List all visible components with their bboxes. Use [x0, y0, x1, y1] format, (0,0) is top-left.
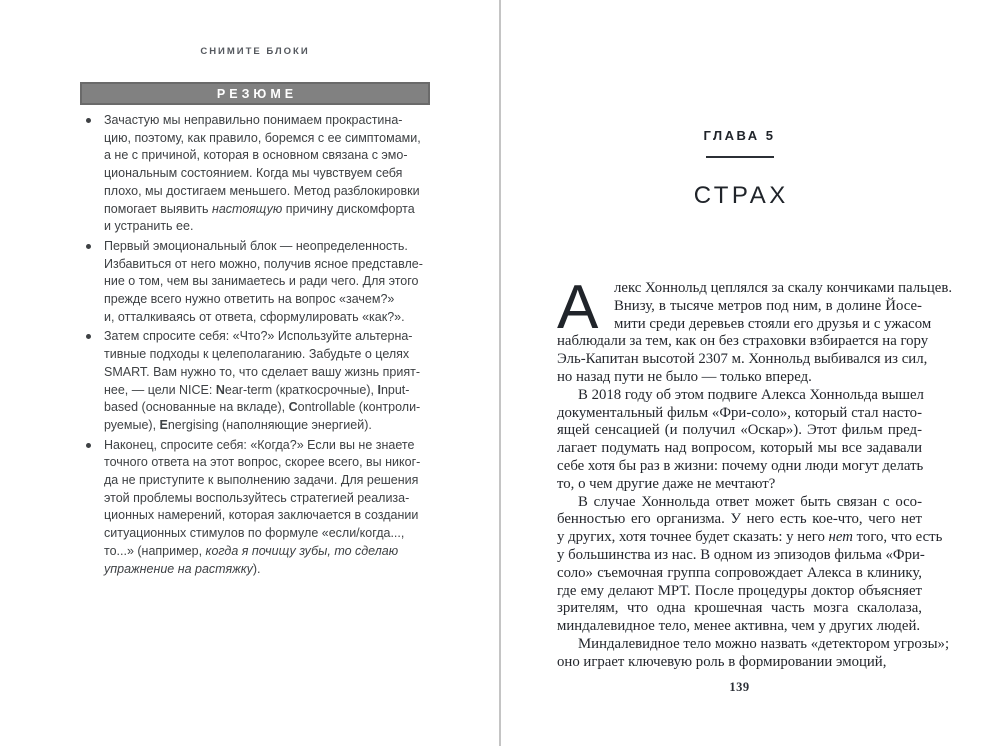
summary-item — [80, 238, 432, 327]
text-segment: based (основанные на вкладе), — [104, 400, 289, 415]
text-line: но назад пути не было — только вперед. — [557, 368, 812, 385]
text-line: ящей сенсацией (и получил «Оскар»). Этот фильм пред- — [557, 422, 922, 439]
text-line: мити среди деревьев стояли его друзья и с ужасом — [614, 315, 932, 332]
text-line: плохо, мы достигаем меньшего. Метод разблокировки — [104, 183, 420, 198]
text-segment: когда я почищу зубы, то сделаю — [205, 543, 399, 558]
text-segment: помогает выявить — [104, 201, 212, 216]
text-line: где ему делают МРТ. После процедуры доктор объясняет — [557, 582, 922, 599]
text-line: Избавиться от него можно, получив ясное представле- — [104, 256, 423, 271]
bullet-marker-icon — [86, 118, 91, 123]
summary-banner-label: РЕЗЮМЕ — [216, 86, 298, 101]
text-segment: причину дискомфорта — [282, 201, 415, 216]
text-line — [104, 417, 432, 435]
text-segment: nput- — [380, 382, 410, 397]
text-segment: у других, хотя точнее будет сказать: у него — [557, 529, 829, 546]
chapter-body — [557, 273, 953, 672]
text-line: лагает подумать над вопросом, который мы все задавали — [557, 440, 922, 457]
text-segment: E — [159, 417, 168, 432]
drop-cap: А — [557, 273, 599, 342]
body-paragraph — [557, 493, 943, 636]
text-segment: ). — [252, 561, 261, 576]
text-line: миндалевидное тело, менее активна, чем у других людей. — [557, 618, 921, 635]
bullet-marker-icon — [86, 334, 91, 339]
text-line: ние о том, чем вы занимаетесь и ради чего. Для этого — [104, 274, 419, 289]
page-number: 139 — [729, 680, 750, 694]
text-line: Эль-Капитан высотой 2307 м. Хоннольд выбивался из сил, — [557, 351, 928, 368]
body-paragraph — [557, 387, 922, 494]
summary-item-text — [104, 328, 432, 434]
text-line: Внизу, в тысяче метров под ним, в долине Йосе- — [614, 297, 922, 314]
text-line: Зачастую мы неправильно понимаем прокрастина- — [104, 113, 403, 127]
bullet-marker-icon — [86, 443, 91, 448]
text-segment: ear-term (краткосрочные), — [224, 382, 378, 397]
text-line: SMART. Вам нужно то, что сделает вашу жизнь прият- — [104, 364, 421, 379]
text-line — [104, 543, 432, 561]
text-segment: nergising (наполняющие энергией). — [167, 417, 372, 432]
text-line: точного ответа на этот вопрос, скорее всего, вы никог- — [104, 455, 421, 470]
text-line: тивные подходы к целеполаганию. Забудьте о целях — [104, 347, 410, 362]
summary-item-text — [104, 238, 432, 327]
text-line: и, отталкиваясь от ответа, сформулировать «как?». — [104, 309, 405, 324]
text-segment: руемые), — [104, 417, 160, 432]
text-line: бенностью его организма. У него есть кое-что, чего нет — [557, 511, 922, 528]
text-segment: того, что есть — [852, 529, 943, 546]
text-segment: нее, — цели NICE: — [104, 382, 216, 397]
text-line: ситуационных стимулов по формуле «если/когда..., — [104, 526, 405, 541]
chapter-rule — [706, 156, 774, 158]
text-line: Затем спросите себя: «Что?» Используйте альтерна- — [104, 329, 413, 344]
text-segment: то...» (например, — [104, 543, 206, 558]
text-line: себе хотя бы раз в жизни: почему одни люди могут делать — [557, 457, 924, 474]
text-line: у большинства из нас. В одном из эпизодов фильма «Фри- — [557, 546, 925, 563]
summary-item — [80, 328, 432, 434]
text-line — [557, 529, 943, 547]
summary-list — [80, 112, 432, 580]
text-line: цию, поэтому, как правило, боремся с ее симптомами, — [104, 130, 421, 145]
text-line: зрителям, что одна крошечная часть мозга скалолаза, — [557, 600, 922, 617]
text-line: ционных намерений, которая заключается в создании — [104, 508, 419, 523]
text-line — [104, 201, 432, 219]
text-line: Наконец, спросите себя: «Когда?» Если вы не знаете — [104, 437, 415, 452]
text-segment: нет — [828, 529, 853, 546]
text-segment: C — [288, 400, 298, 415]
body-paragraph — [557, 635, 950, 672]
right-page — [500, 0, 1000, 746]
summary-item-text — [104, 437, 432, 579]
text-line: наблюдали за тем, как он без страховки взбирается на гору — [557, 333, 929, 350]
body-paragraph — [557, 273, 953, 387]
text-line: циональным состоянием. Когда мы чувствуем себя — [104, 166, 403, 181]
text-line: Миндалевидное тело можно назвать «детектором угрозы»; — [578, 635, 950, 652]
text-line: а не с причиной, которая в основном связана с эмо- — [104, 148, 408, 163]
text-line: В 2018 году об этом подвиге Алекса Хоннольда вышел — [578, 386, 924, 403]
text-line: и устранить ее. — [104, 219, 194, 234]
text-line: оно играет ключевую роль в формировании эмоций, — [557, 653, 887, 670]
bullet-marker-icon — [86, 244, 91, 249]
summary-banner — [80, 82, 430, 105]
text-line: да не приступите к выполнению задачи. Для решения — [104, 473, 419, 488]
summary-item-text — [104, 112, 432, 236]
text-line — [104, 399, 432, 417]
text-line: прежде всего нужно ответить на вопрос «зачем?» — [104, 292, 395, 307]
text-segment: ontrollable (контроли- — [297, 400, 421, 415]
running-head: СНИМИТЕ БЛОКИ — [200, 46, 310, 57]
summary-item — [80, 437, 432, 579]
chapter-label: ГЛАВА 5 — [703, 128, 776, 143]
text-segment: N — [215, 382, 225, 397]
text-line: соло» съемочная группа сопровождает Алекса в клинику, — [557, 564, 922, 581]
text-line: этой проблемы воспользуйтесь стратегией реализа- — [104, 490, 410, 505]
text-line — [104, 561, 432, 579]
chapter-title: СТРАХ — [693, 182, 789, 209]
text-segment: настоящую — [211, 201, 283, 216]
text-line: В случае Хоннольда ответ может быть связан с осо- — [578, 493, 922, 510]
text-line: лекс Хоннольд цеплялся за скалу кончиками пальцев. — [614, 280, 953, 296]
text-line — [104, 382, 432, 400]
text-line: документальный фильм «Фри-соло», который стал насто- — [557, 404, 922, 421]
text-line: то, о чем другие даже не мечтают? — [557, 475, 776, 492]
text-segment: упражнение на растяжку — [104, 561, 253, 576]
summary-item — [80, 112, 432, 236]
text-segment: I — [377, 382, 381, 397]
text-line: Первый эмоциональный блок — неопределенность. — [104, 238, 408, 253]
